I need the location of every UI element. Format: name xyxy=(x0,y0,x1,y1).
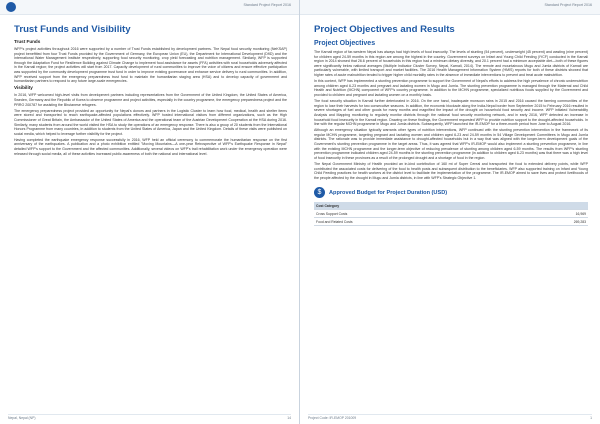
table-header-cost-category: Cost Category xyxy=(314,202,510,210)
paragraph: In this context, WFP has implemented a stunting prevention programme to support the Government of Nepal's efforts to address the high prevalence of chronic undernutrition among children aged 6-23 months and pregnant and lactating women in Mugu and Jumla. The stunting prevention programme is managed through the Maternal and Child Health and Nutrition (MCHN) component of WFP's country programme. In addition to the MCHN programme, specialized nutritious foods supplied by the Government and provided to children and pregnant and lactating women on a monthly basis. xyxy=(314,79,588,97)
paragraph: Having completed the earthquake emergency response successfully in 2016, WFP held an official ceremony to commemorate the humanitarian response on the first anniversary of the earthquakes. A publication and a photo exhibition entitled "Moving Mountains—A one-year Retrospective of WFP's Earthquake Response in Nepal" detailed WFP's support to the Government and the affected communities. Additionally, several videos on WFP's trail rehabilitation work under the emergency operation were released through social media, all of these activities increased public awareness of both the national and international level. xyxy=(14,137,287,156)
paragraph: Although an emergency situation typically warrants other types of nutrition interventions, WFP continued with the stunting prevention intervention in the framework of its regular MCHN programme, targeting pregnant and lactating women and children aged 6-23 and 24-59 months in 54 Village Development Committees in Mugu and Jumla districts. The rationale was to provide immediate assistance to drought-affected households but in a way that was aligned with the longer-term development goals of the Government's stunting prevention programme in the target areas. Thus, it was agreed that WFP's IR-EMOP would also implement a stunting prevention programme, in line with the existing MCHN programme and the longer-term objective of reducing prevalence of stunting among children aged 6-59 months. The results from WFP's stunting prevention programme indicated children aged 24-59 months in the stunting prevention programme (in addition to children aged 6-23 months) was that there was a high level of food insecurity in these provinces as a result of the prolonged drought and a shortage of food in the region. xyxy=(314,128,588,160)
table-header-amount xyxy=(510,202,588,210)
right-page xyxy=(300,0,600,424)
paragraph: WFP's project activities throughout 2016 were supported by a number of Trust Funds established by development partners. The Nepal food security monitoring (NeKSAP) project benefitted from four Trust Funds provided by the Government of Germany, the European Union (EU), the Department for International Development (DfID) and the International Water Management Institute respectively, supporting food security monitoring, crop yield forecasting and nutrition management. Similarly, WFP is supported through the Adaptation Fund for Resilience Building against Climate Change to implement food assistance for assets (FFA) activities with rural households adversely affected in the Karnali region; the project activities will start from 2017. Capacity development of rural communities to improve the voice of citizens and ensure effective participation was supported by the community development programme trust fund in order to improve existing governance and enhance service delivery to rural communities. In addition, WFP received support from the emergency preparedness trust fund to maintain the humanitarian staging area (HSA) and to develop capacity of government and humanitarian partners to respond to any future large-scale emergencies. xyxy=(14,47,287,84)
right-page-number: 1 xyxy=(590,416,592,420)
left-page-title: Trust Funds and Visibility xyxy=(14,24,131,35)
right-footer-project-code: Project Code: IR-EMOP 201009 xyxy=(308,416,357,420)
section-heading-visibility: Visibility xyxy=(14,85,33,91)
table-row xyxy=(314,218,588,226)
left-running-header: Standard Project Report 2016 xyxy=(243,3,291,7)
table-cell-category: Food and Related Costs xyxy=(314,218,510,226)
right-content xyxy=(314,24,588,226)
dollar-icon: $ xyxy=(314,187,325,198)
table-cell-category: Cross Support Costs xyxy=(314,210,510,218)
paragraph: The Nepal Government Ministry of Health provided an in-kind contribution of 160 mt of Super Cereal and transported the food to extended delivery points, while WFP contributed the associated costs for delivering of the food to health posts and subsequent distribution to the beneficiaries. WFP also supported training on Infant and Young Child Feeding practices for health workers at the district level to facilitate the implementation of the programme. The IR-EMOP aimed to save lives and protect livelihoods of the people affected by the drought in Mugu and Jumla districts, in line with WFP's Strategic Objective 1. xyxy=(314,162,588,180)
paragraph: The emergency preparedness project provided an opportunity for Nepal's donors and partners in the Logistic Cluster to learn how food, medical, health and shelter items were stored and transported to reach earthquake-affected populations effectively. WFP hosted international visitors from different organizations, such as the High Commissioner of Great Britain, the Ambassador of the United States of America and the operational team of the Austrian Development Cooperation at the HSA during 2016. Similarly, many students from around the world visited the HSA to study the operations of an emergency response. There is also a group of 20 students from the International Honors Programme from many countries, in addition to students from the United States of America, Japan and the United Kingdom. Details of these visits were published on social media, which helped to leverage further visibility for the project. xyxy=(14,108,287,136)
budget-section-title xyxy=(314,187,588,198)
paragraph: The Karnali region of far-western Nepal has always had high levels of food insecurity. The levels of stunting (54 percent), underweight (45 percent) and wasting (nine percent) for children aged 24-59 months in this region are among the highest in the country. Government surveys on Infant and Young Child Feeding (IYCF) conducted in the Karnali region in 2014 showed that 26.6 percent of households in this region had a minimum dietary diversity, and 20.1 percent had a minimum acceptable diet—both of these figures were significantly below national averages (Multiple Indicator Cluster Survey, Nepal, Karnali, 2014). The remote and mountainous Mugu and Jumla districts of Karnali are particularly vulnerable, with limited transport and market facilities. The 2016 Health Management Information System (HMIS) reports for both of these districts showed that higher rates of acute malnutrition tended to trigger higher child mortality rates in the absence of immediate interventions to prevent and treat acute malnutrition. xyxy=(314,50,588,77)
right-header-bar xyxy=(300,0,600,15)
right-page-title: Project Objectives and Results xyxy=(314,24,455,35)
left-header-bar xyxy=(0,0,299,15)
table-header-row xyxy=(314,202,588,210)
left-footer-country: Nepal, Nepal (NP) xyxy=(8,416,36,420)
left-footer xyxy=(8,414,291,421)
table-cell-amount: 269,283 xyxy=(510,218,588,226)
table-cell-amount: 16,969 xyxy=(510,210,588,218)
wfp-logo-icon xyxy=(6,2,16,12)
project-objectives-heading: Project Objectives xyxy=(314,40,376,47)
right-footer xyxy=(308,414,592,421)
budget-table xyxy=(314,202,588,226)
table-row xyxy=(314,210,588,218)
paragraph: The food security situation in Karnali further deteriorated in 2016. On the one hand, inadequate monsoon rains in 2015 and 2016 caused the farming communities of the region to lose their harvests for two consecutive seasons. In addition, the economic blockade along the India-Nepal border from September 2015 to February 2016 resulted in severe shortages of fuel and other goods for many months and magnified the impact of the drought on household food security and income. WFP initiated Vulnerability Analysis and Mapping monitoring to regularly monitor districts through the national food security monitoring network, and in early 2016, WFP detected an increase in household food insecurity in the Karnali region. Drawing on these findings, the Government requested WFP to provide nutrition support to the drought-affected households. In line with the regular MCHN programme in Mugu and Jumla districts. Subsequently, WFP launched the IR-EMOP for a three-month period from June to August 2016. xyxy=(314,99,588,127)
paragraph: In 2016, WFP welcomed high-level visits from development partners including representatives from the Government of the United Kingdom, the United States of America, Sweden, Germany and the Republic of Korea to observe programme and project activities, especially in the country programme, the emergency preparedness project and the PRRO 200787 for assisting the Bhutanese refugees. xyxy=(14,93,287,107)
left-page-number: 14 xyxy=(287,416,291,420)
section-heading-trust-funds: Trust Funds xyxy=(14,39,41,44)
left-content xyxy=(14,24,287,158)
right-running-header: Standard Project Report 2016 xyxy=(544,3,592,7)
budget-title: Approved Budget for Project Duration (USD) xyxy=(329,189,448,196)
